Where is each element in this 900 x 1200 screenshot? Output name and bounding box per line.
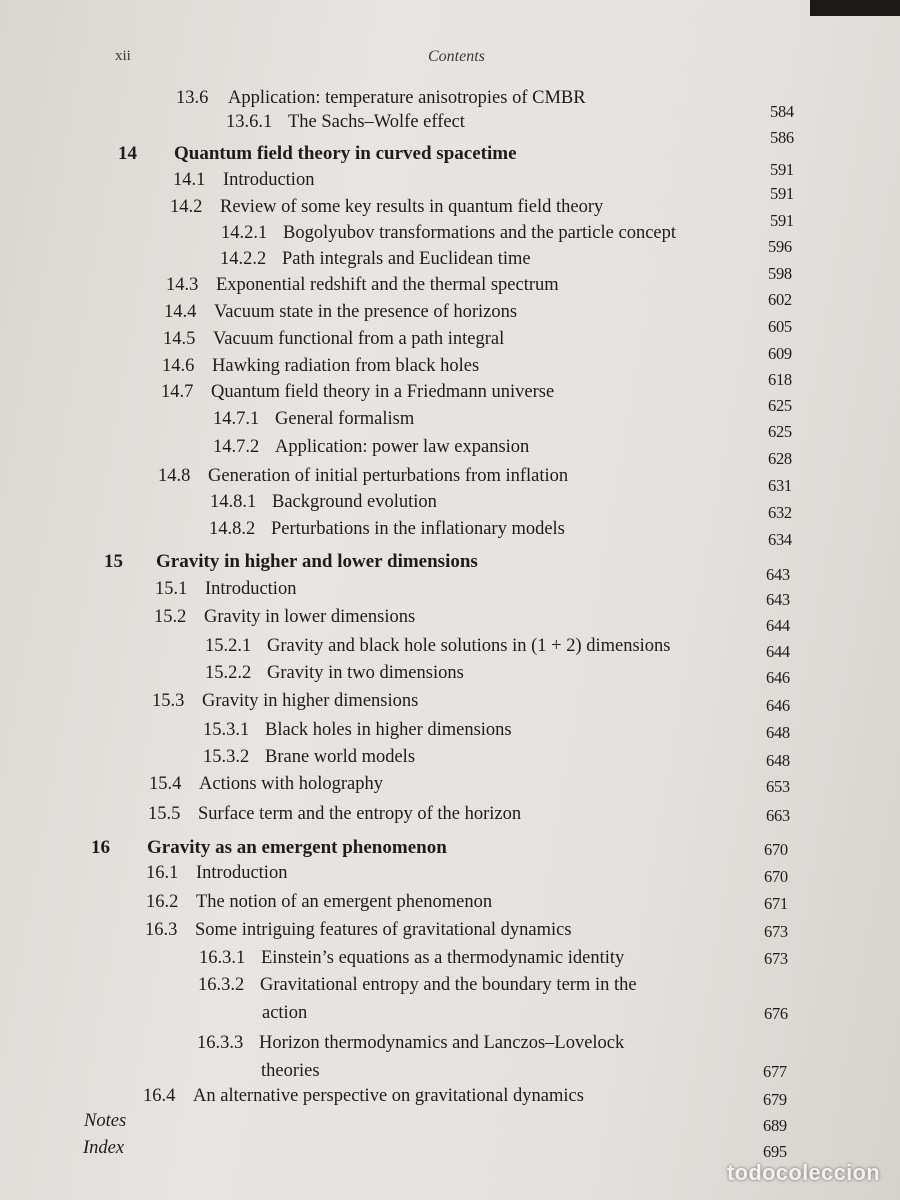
toc-page-number: 670 — [764, 867, 788, 886]
toc-entry — [162, 355, 479, 377]
toc-page-number: 609 — [768, 344, 792, 363]
toc-entry-number: 15.3 — [152, 691, 185, 711]
toc-entry-title: Introduction — [205, 579, 297, 599]
toc-entry-number: 16.3 — [145, 920, 178, 940]
toc-entry — [145, 919, 572, 941]
toc-entry-title: Einstein’s equations as a thermodynamic identity — [261, 948, 625, 968]
toc-entry — [163, 328, 504, 350]
toc-page-number: 591 — [770, 211, 794, 230]
toc-entry-title: Some intriguing features of gravitational dynamics — [195, 920, 572, 940]
toc-entry-title: Perturbations in the inflationary models — [271, 519, 565, 539]
toc-page-number: 631 — [768, 476, 792, 495]
toc-entry-number: 14.2.1 — [221, 223, 268, 243]
toc-entry — [220, 248, 531, 270]
toc-page-number: 648 — [766, 723, 790, 742]
toc-entry-title: Notes — [84, 1111, 127, 1131]
toc-page-number: 591 — [770, 160, 794, 179]
toc-page-number: 663 — [766, 806, 790, 825]
toc-entry-number: 16 — [91, 837, 110, 858]
toc-entry-number: 14.6 — [162, 356, 195, 376]
toc-entry — [226, 111, 465, 133]
toc-entry — [205, 635, 671, 657]
toc-entry-number: 14.2.2 — [220, 249, 267, 269]
toc-entry-number: 16.3.3 — [197, 1033, 244, 1053]
toc-entry — [209, 518, 565, 540]
toc-entry — [161, 381, 554, 403]
toc-page-number: 676 — [764, 1004, 788, 1023]
toc-entry-title: Exponential redshift and the thermal spectrum — [216, 275, 559, 295]
toc-entry — [158, 465, 568, 487]
toc-page-number: 632 — [768, 503, 792, 522]
toc-entry — [143, 1085, 584, 1107]
toc-page-number: 677 — [763, 1062, 787, 1081]
toc-entry-number: 16.3.1 — [199, 948, 246, 968]
toc-page-number: 648 — [766, 751, 790, 770]
watermark-logo: todocoleccion — [726, 1160, 880, 1185]
toc-entry-title: The Sachs–Wolfe effect — [288, 112, 465, 132]
toc-page-number: 644 — [766, 642, 790, 661]
toc-entry-number: 14 — [118, 143, 137, 164]
toc-page-number: 602 — [768, 290, 792, 309]
toc-entry-title: General formalism — [275, 409, 415, 429]
toc-entry — [166, 274, 559, 296]
toc-entry — [203, 719, 512, 741]
toc-backmatter — [83, 1137, 124, 1159]
toc-page-number: 598 — [768, 264, 792, 283]
toc-entry — [146, 862, 287, 884]
toc-entry-title: Gravitational entropy and the boundary term in the — [260, 975, 637, 995]
toc-entry — [149, 773, 383, 795]
page-folio: xii — [115, 48, 131, 64]
toc-entry-number: 14.5 — [163, 329, 196, 349]
toc-entry — [148, 803, 521, 825]
toc-page-number: 634 — [768, 530, 792, 549]
toc-entry — [164, 301, 517, 323]
toc-entry-number: 14.3 — [166, 275, 199, 295]
toc-entry-number: 15.3.2 — [203, 747, 250, 767]
toc-page-number: 679 — [763, 1090, 787, 1109]
toc-page-number: 671 — [764, 894, 788, 913]
toc-entry — [152, 690, 418, 712]
toc-entry-title: Gravity and black hole solutions in (1 + 2) dimensions — [267, 636, 671, 656]
toc-entry-title: Quantum field theory in a Friedmann universe — [211, 382, 555, 402]
toc-entry — [154, 606, 415, 628]
toc-entry-number: 14.4 — [164, 302, 197, 322]
toc-entry-title: Bogolyubov transformations and the particle concept — [283, 223, 677, 243]
toc-entry-title: Index — [83, 1138, 125, 1158]
toc-entry-number: 14.2 — [170, 197, 203, 217]
toc-entry-number: 15.5 — [148, 804, 181, 824]
toc-entry-number: 15.4 — [149, 774, 182, 794]
toc-chapter — [118, 143, 517, 165]
toc-entry-title: Review of some key results in quantum field theory — [220, 197, 604, 217]
toc-page-number: 646 — [766, 696, 790, 715]
toc-entry-title: Brane world models — [265, 747, 416, 767]
toc-entry-title: Gravity in lower dimensions — [204, 607, 416, 627]
toc-entry — [198, 974, 637, 996]
toc-entry — [213, 408, 414, 430]
toc-entry-title: Surface term and the entropy of the horizon — [198, 804, 522, 824]
toc-page-number: 646 — [766, 668, 790, 687]
toc-entry — [146, 891, 492, 913]
toc-page-number: 673 — [764, 922, 788, 941]
toc-entry-number: 15 — [104, 551, 123, 572]
toc-entry-title: Vacuum functional from a path integral — [213, 329, 505, 349]
toc-entry-number: 13.6 — [176, 88, 209, 108]
toc-page-number: 689 — [763, 1116, 787, 1135]
toc-entry-title: Actions with holography — [199, 774, 383, 794]
toc-page-number: 644 — [766, 616, 790, 635]
toc-entry-title: Gravity as an emergent phenomenon — [147, 837, 447, 858]
toc-entry-title: Gravity in two dimensions — [267, 663, 464, 683]
toc-page-number: 643 — [766, 565, 790, 584]
toc-entry-title: Application: temperature anisotropies of CMBR — [228, 88, 586, 108]
toc-page-number: 584 — [770, 102, 794, 121]
toc-page-number: 670 — [764, 840, 788, 859]
toc-entry — [213, 436, 529, 458]
toc-entry-number: 15.2 — [154, 607, 187, 627]
toc-entry-title: The notion of an emergent phenomenon — [196, 892, 493, 912]
toc-entry-title: Background evolution — [272, 492, 437, 512]
toc-entry-number: 16.2 — [146, 892, 179, 912]
toc-page-number: 673 — [764, 949, 788, 968]
toc-entry — [176, 87, 586, 109]
toc-entry-title: Quantum field theory in curved spacetime — [174, 143, 517, 164]
toc-chapter — [104, 551, 478, 573]
toc-entry-title: Vacuum state in the presence of horizons — [214, 302, 518, 322]
toc-entry-number: 14.8.2 — [209, 519, 256, 539]
toc-entry-number: 14.8 — [158, 466, 191, 486]
toc-entry — [155, 578, 296, 600]
toc-entry-title: Hawking radiation from black holes — [212, 356, 480, 376]
toc-chapter — [91, 837, 447, 859]
toc-entry — [173, 169, 314, 191]
toc-entry-number: 15.2.1 — [205, 636, 252, 656]
toc-entry — [205, 662, 464, 684]
toc-backmatter — [84, 1110, 126, 1132]
toc-page-number: 596 — [768, 237, 792, 256]
toc-entry-number: 15.1 — [155, 579, 188, 599]
toc-entry-number: 15.3.1 — [203, 720, 250, 740]
toc-page-number: 586 — [770, 128, 794, 147]
toc-entry-title: Generation of initial perturbations from inflation — [208, 466, 569, 486]
toc-entry-title: Gravity in higher and lower dimensions — [156, 551, 478, 572]
toc-entry-title: Horizon thermodynamics and Lanczos–Lovelock — [259, 1033, 625, 1053]
toc-entry — [170, 196, 603, 218]
toc-entry-title: Introduction — [223, 170, 315, 190]
toc-entry-title: An alternative perspective on gravitational dynamics — [193, 1086, 584, 1106]
toc-entry — [210, 491, 437, 513]
toc-entry — [221, 222, 676, 244]
toc-entry-number: 14.7.2 — [213, 437, 260, 457]
toc-entry-number: 16.3.2 — [198, 975, 245, 995]
toc-entry-number: 16.4 — [143, 1086, 176, 1106]
toc-page-number: 591 — [770, 184, 794, 203]
toc-entry-title: Application: power law expansion — [275, 437, 530, 457]
toc-entry-number: 14.8.1 — [210, 492, 257, 512]
toc-entry — [199, 947, 624, 969]
toc-entry-title: Gravity in higher dimensions — [202, 691, 419, 711]
toc-page-number: 628 — [768, 449, 792, 468]
toc-page-number: 695 — [763, 1142, 787, 1161]
toc-entry-title: Path integrals and Euclidean time — [282, 249, 531, 269]
toc-entry-number: 14.7.1 — [213, 409, 260, 429]
toc-page-number: 653 — [766, 777, 790, 796]
toc-entry-number: 16.1 — [146, 863, 179, 883]
toc-entry-number: 14.7 — [161, 382, 194, 402]
toc-entry-title: Introduction — [196, 863, 288, 883]
toc-entry — [203, 746, 415, 768]
toc-entry-title: Black holes in higher dimensions — [265, 720, 512, 740]
toc-page-number: 625 — [768, 396, 792, 415]
toc-entry-number: 15.2.2 — [205, 663, 252, 683]
toc-entry-title-continuation: action — [262, 1003, 308, 1023]
toc-page-number: 605 — [768, 317, 792, 336]
toc-page-number: 618 — [768, 370, 792, 389]
toc-entry-number: 13.6.1 — [226, 112, 273, 132]
toc-page-number: 625 — [768, 422, 792, 441]
toc-entry-title-continuation: theories — [261, 1061, 320, 1081]
toc-page-number: 643 — [766, 590, 790, 609]
toc-entry-number: 14.1 — [173, 170, 206, 190]
toc-entry — [197, 1032, 624, 1054]
running-head-title: Contents — [428, 48, 485, 65]
